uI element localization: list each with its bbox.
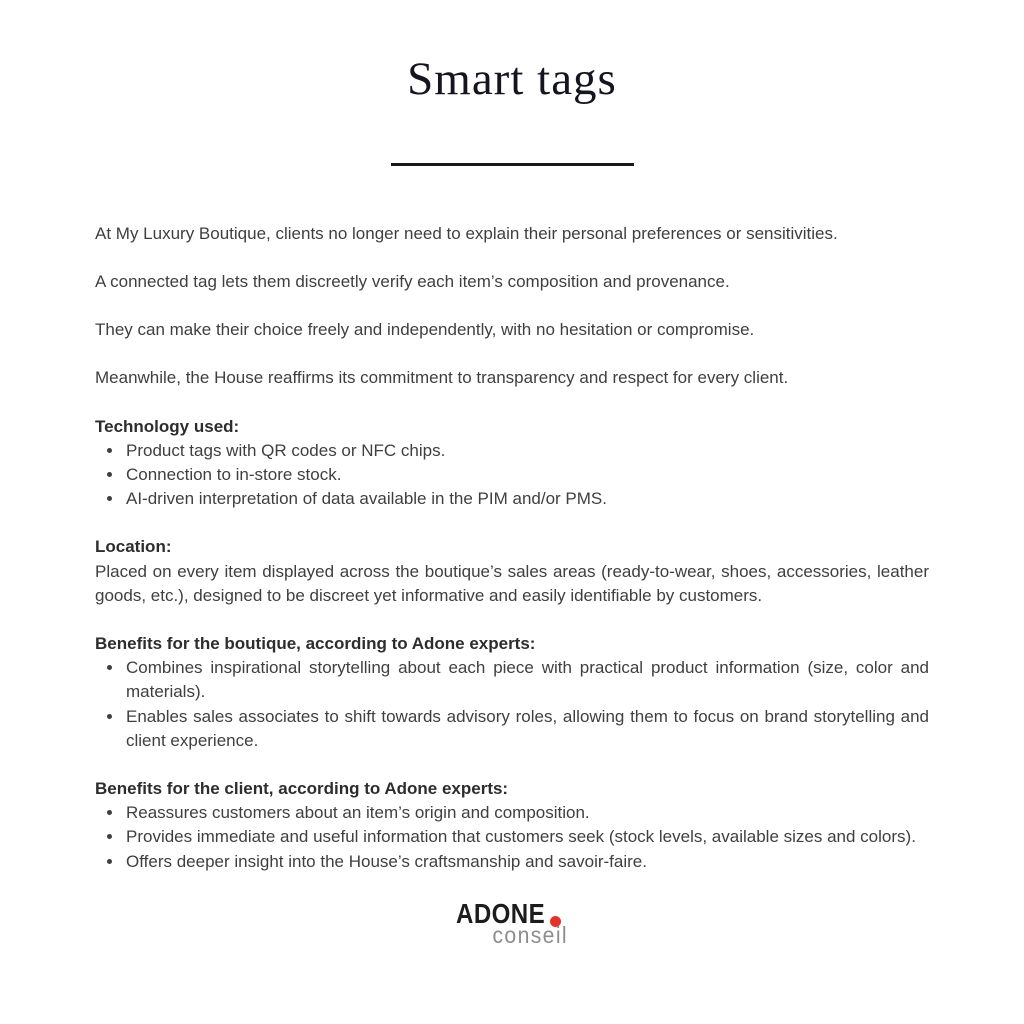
intro-paragraph-1: At My Luxury Boutique, clients no longer need to explain their personal preferences or sensitivities. bbox=[95, 223, 838, 243]
bullet-item: • Enables sales associates to shift towards advisory roles, allowing them to focus on brand storytelling and client experience. bbox=[124, 705, 929, 753]
bullet-item: • Connection to in-store stock. bbox=[124, 463, 929, 487]
logo-brand-text: ADONE bbox=[456, 897, 546, 929]
section-benefits-client bbox=[95, 777, 929, 874]
section-heading-technology: Technology used: bbox=[95, 416, 240, 436]
bullet-item: • Reassures customers about an item’s origin and composition. bbox=[124, 801, 929, 825]
section-heading-benefits-client: Benefits for the client, according to Adone experts: bbox=[95, 778, 509, 798]
document-body bbox=[0, 166, 1024, 874]
adone-conseil-logo bbox=[456, 897, 568, 948]
bullet-item: • Provides immediate and useful information that customers seek (stock levels, available sizes and colors). bbox=[124, 825, 929, 849]
technology-bullet-list bbox=[95, 439, 929, 512]
section-benefits-boutique bbox=[95, 632, 929, 753]
intro-paragraph-3: They can make their choice freely and independently, with no hesitation or compromise. bbox=[95, 320, 755, 340]
section-heading-location: Location: bbox=[95, 537, 172, 557]
bullet-item: • Product tags with QR codes or NFC chips. bbox=[124, 439, 929, 463]
bullet-item: • Offers deeper insight into the House’s craftsmanship and savoir-faire. bbox=[124, 850, 929, 874]
intro-paragraph-4: Meanwhile, the House reaffirms its commitment to transparency and respect for every client. bbox=[95, 368, 789, 388]
logo-subtitle-text: conseil bbox=[492, 921, 568, 948]
section-location bbox=[95, 535, 929, 608]
location-paragraph: Placed on every item displayed across the boutique’s sales areas (ready-to-wear, shoes, accessories, leather goods, etc.), designed to be discreet yet informative and easily identifiable by customers. bbox=[95, 561, 929, 605]
benefits-client-bullet-list bbox=[95, 801, 929, 874]
bullet-item: • Combines inspirational storytelling about each piece with practical product information (size, color and materials). bbox=[124, 656, 929, 704]
bullet-item: • AI-driven interpretation of data available in the PIM and/or PMS. bbox=[124, 487, 929, 511]
intro-paragraph-2: A connected tag lets them discreetly verify each item’s composition and provenance. bbox=[95, 271, 730, 291]
benefits-boutique-bullet-list bbox=[95, 656, 929, 753]
page-title: Smart tags bbox=[407, 53, 617, 105]
section-heading-benefits-boutique: Benefits for the boutique, according to Adone experts: bbox=[95, 633, 536, 653]
section-technology-used bbox=[95, 415, 929, 512]
